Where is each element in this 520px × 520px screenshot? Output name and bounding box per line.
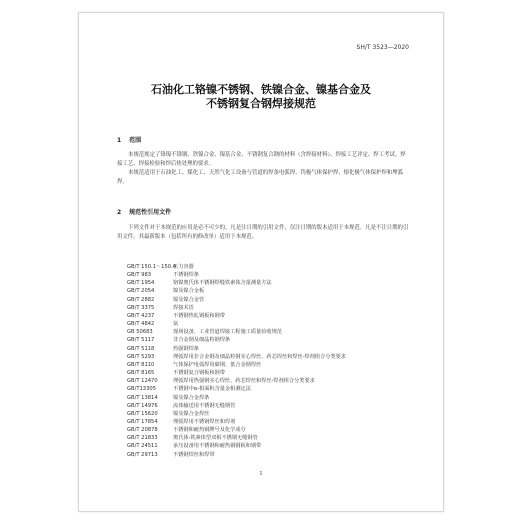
section-2-title: 规范性引用文件 <box>129 209 172 216</box>
reference-title: 不锈钢和耐热钢牌号及化学成分 <box>173 427 246 434</box>
reference-title: 焊接术语 <box>173 304 194 311</box>
reference-title: 镍及镍合金焊丝 <box>173 410 210 417</box>
reference-code: GB/T 3375 <box>127 304 155 311</box>
reference-code: GB/T 5117 <box>127 337 155 344</box>
reference-code: GB/T 24511 <box>127 443 158 450</box>
section-1-paragraph-1: 本规范规定了铬镍不锈钢、铁镍合金、镍基合金、不锈钢复合钢的材料（含焊接材料）、焊接工艺评定、焊工考试、焊接工艺、焊接检验和焊后热处理的要求。 <box>117 152 406 167</box>
reference-title: 热强钢焊条 <box>173 345 199 352</box>
reference-item <box>127 279 409 287</box>
title-line-2: 不锈钢复合钢焊接规范 <box>206 97 316 110</box>
reference-code: GB/T 983 <box>127 272 152 279</box>
reference-item <box>127 312 409 320</box>
reference-title: 现场设备、工业管道焊接工程施工质量验收规范 <box>173 329 282 336</box>
reference-item <box>127 426 409 434</box>
reference-code: GB/T13305 <box>127 386 156 393</box>
reference-code: GB/T 15620 <box>127 410 158 417</box>
reference-item <box>127 263 409 271</box>
reference-title: 压力容器 <box>173 264 194 270</box>
reference-item <box>127 304 409 312</box>
reference-title: 非合金钢及细晶粒钢焊条 <box>173 337 231 344</box>
reference-item <box>127 296 409 304</box>
reference-title: 氩 <box>173 321 179 328</box>
reference-title: 流体输送用不锈钢无缝钢管 <box>173 402 236 409</box>
reference-title: 不锈钢热轧钢板和钢带 <box>173 312 225 319</box>
document-title <box>79 83 443 111</box>
section-1-number: 1 <box>117 137 122 144</box>
section-1-paragraph-2: 本规范适用于石油化工、煤化工、天然气化工设备与管道的焊条电弧焊、钨极气体保护焊、熔化极气体保护焊和埋弧焊。 <box>117 170 403 185</box>
reference-item <box>127 328 409 336</box>
reference-item <box>127 385 409 393</box>
reference-item <box>127 451 409 459</box>
reference-title: 不锈钢焊条 <box>173 272 199 279</box>
reference-item <box>127 320 409 328</box>
reference-item <box>127 287 409 295</box>
section-1-title: 范围 <box>129 137 142 144</box>
reference-item <box>127 361 409 369</box>
reference-item <box>127 410 409 418</box>
reference-code: GB/T 2882 <box>127 296 155 303</box>
reference-title: 镍及镍合金板 <box>173 288 205 295</box>
reference-title: 埋弧焊用不锈钢焊丝和焊剂 <box>173 418 236 425</box>
reference-code: GB/T 20878 <box>127 427 158 434</box>
reference-title: 镍及镍合金焊条 <box>173 394 210 401</box>
reference-item <box>127 353 409 361</box>
reference-title: 埋弧焊用非合金钢及细晶粒钢实心焊丝、药芯焊丝和焊丝-焊剂组合分类要求 <box>173 353 346 360</box>
reference-title: 铬镍奥氏体不锈钢焊缝铁素体含量测量方法 <box>173 280 272 287</box>
reference-item <box>127 336 409 344</box>
reference-item <box>127 442 409 450</box>
reference-code: GB/T 4237 <box>127 312 155 319</box>
reference-code: GB/T 13814 <box>127 394 158 401</box>
reference-code: GB/T 12470 <box>127 378 158 385</box>
document-page <box>78 12 444 512</box>
title-line-1: 石油化工铬镍不锈钢、铁镍合金、镍基合金及 <box>151 83 371 96</box>
page-number: 1 <box>259 471 263 477</box>
reference-list <box>127 263 409 459</box>
reference-code: GB/T 5293 <box>127 353 155 360</box>
reference-code: GB/T 4842 <box>127 321 155 328</box>
reference-code: GB/T 5118 <box>127 345 155 352</box>
section-2-paragraph: 下列文件对于本规范的应用是必不可少的。凡是注日期的引用文件，仅注日期的版本适用于本规范。凡是不注日期的引用文件，其最新版本（包括所有的修改单）适用于本规范。 <box>117 225 409 240</box>
reference-item <box>127 418 409 426</box>
reference-code: GB 50683 <box>127 329 153 336</box>
reference-title: 埋弧焊用热强钢实心焊丝、药芯焊丝和焊丝-焊剂组合分类要求 <box>173 378 315 385</box>
reference-item <box>127 434 409 442</box>
reference-code: GB/T 8110 <box>127 361 155 368</box>
reference-item <box>127 377 409 385</box>
reference-code: GB/T 17854 <box>127 418 158 425</box>
reference-code: GB/T 8165 <box>127 370 155 377</box>
section-1-heading <box>117 135 141 144</box>
reference-code: GB/T 29713 <box>127 451 158 458</box>
section-2-number: 2 <box>117 209 122 216</box>
reference-item <box>127 402 409 410</box>
section-2-heading <box>117 207 171 216</box>
reference-code: GB/T 14976 <box>127 402 158 409</box>
reference-title: 不锈钢焊丝和焊带 <box>173 451 215 458</box>
reference-item <box>127 394 409 402</box>
reference-title: 承压设备用不锈钢和耐热钢钢板和钢带 <box>173 443 262 450</box>
reference-title: 不锈钢复合钢板和钢带 <box>173 370 225 377</box>
reference-title: 气体保护电弧焊用碳钢、低合金钢焊丝 <box>173 361 262 368</box>
reference-title: 不锈钢中α-相面积含量金相测定法 <box>173 386 251 393</box>
reference-item <box>127 271 409 279</box>
reference-title: 镍及镍合金管 <box>173 296 205 303</box>
reference-code: GB/T 150.1～150.4 <box>127 264 177 270</box>
reference-code: GB/T 1954 <box>127 280 155 287</box>
reference-title: 奥氏体-铁素体型双相不锈钢无缝钢管 <box>173 435 258 442</box>
reference-item <box>127 369 409 377</box>
reference-code: GB/T 21833 <box>127 435 158 442</box>
standard-code: SH/T 3523—2020 <box>356 44 409 51</box>
reference-item <box>127 345 409 353</box>
reference-code: GB/T 2054 <box>127 288 155 295</box>
